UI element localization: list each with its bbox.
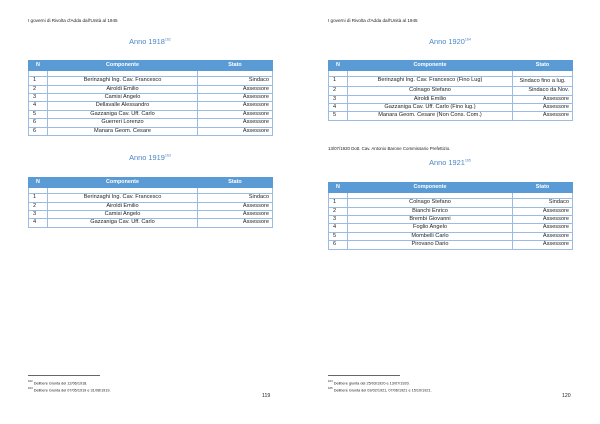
column-header-n: N: [329, 183, 348, 193]
cell-stato: Assessore: [198, 110, 273, 118]
column-header-componente: Componente: [348, 61, 513, 71]
cell-stato: Assessore: [513, 215, 573, 223]
table-row: [329, 95, 573, 103]
cell-componente: Colnago Stefano: [348, 87, 513, 95]
cell-n: 3: [29, 93, 48, 101]
components-table-1920: [328, 60, 573, 121]
cell-n: 3: [329, 215, 348, 223]
table-row: [329, 103, 573, 111]
cell-stato: Sindaco fino a lug.: [513, 77, 573, 87]
column-header-stato: Stato: [198, 61, 273, 71]
cell-componente: Colnago Stefano: [348, 199, 513, 207]
cell-n: 6: [29, 127, 48, 135]
footnote: [28, 386, 111, 392]
cell-stato: Assessore: [513, 103, 573, 111]
column-header-stato: Stato: [513, 183, 573, 193]
column-header-componente: Componente: [48, 178, 198, 188]
table-row: [29, 127, 273, 135]
footnote-text: Delibere Giunta del 07/05/1919 e 31/08/1919.: [33, 388, 111, 393]
cell-stato: Assessore: [198, 85, 273, 93]
cell-stato: Assessore: [513, 241, 573, 249]
cell-n: 2: [329, 87, 348, 95]
cell-stato: Assessore: [198, 93, 273, 101]
section-title-1920: [390, 37, 510, 46]
table-row: [29, 194, 273, 202]
cell-n: 1: [29, 194, 48, 202]
footnote-ref: 162: [164, 37, 171, 42]
footnote-rule: [28, 375, 100, 376]
column-header-componente: Componente: [348, 183, 513, 193]
blank-row: [29, 187, 273, 194]
cell-componente: Airoldi Emilio: [48, 202, 198, 210]
table-row: [329, 207, 573, 215]
table-row: [29, 219, 273, 227]
table-row: [329, 215, 573, 223]
cell-stato: Assessore: [198, 119, 273, 127]
page-number: 120: [562, 393, 571, 399]
section-title-text: Anno 1920: [429, 37, 465, 46]
cell-componente: Airoldi Emilio: [48, 85, 198, 93]
cell-n: 4: [329, 224, 348, 232]
column-header-n: N: [329, 61, 348, 71]
table-row: [329, 224, 573, 232]
cell-stato: Assessore: [513, 224, 573, 232]
table-row: [329, 87, 573, 95]
cell-componente: Camisi Angelo: [48, 210, 198, 218]
table-row: [329, 112, 573, 120]
cell-stato: Assessore: [198, 127, 273, 135]
footnote-text: Delibere giunta del 25/03/1920 e 13/07/1920.: [333, 381, 410, 386]
cell-stato: Assessore: [198, 219, 273, 227]
cell-n: 5: [329, 112, 348, 120]
cell-n: 4: [329, 103, 348, 111]
table-header-row: [29, 61, 273, 71]
cell-n: 2: [29, 85, 48, 93]
table-header-row: [329, 183, 573, 193]
cell-componente: Bianchi Enrico: [348, 207, 513, 215]
right-page: [300, 0, 600, 424]
section-title-text: Anno 1918: [129, 37, 165, 46]
cell-componente: Manara Geom. Cesare (Non Cons. Com.): [348, 112, 513, 120]
table-row: [29, 93, 273, 101]
running-header: I governi di Rivolta d'Adda dall'Unità al 1945: [28, 18, 118, 23]
cell-componente: Manara Geom. Cesare: [48, 127, 198, 135]
running-header: I governi di Rivolta d'Adda dall'Unità al 1945: [328, 18, 418, 23]
section-title-1918: [90, 37, 210, 46]
components-table-1921: [328, 182, 573, 250]
cell-stato: Assessore: [513, 232, 573, 240]
table-row: [29, 110, 273, 118]
blank-row: [329, 70, 573, 77]
cell-componente: Foglio Angelo: [348, 224, 513, 232]
cell-componente: Berinzaghi Ing. Cav. Francesco: [48, 77, 198, 85]
footnote: [328, 379, 410, 385]
cell-componente: Camisi Angelo: [48, 93, 198, 101]
table-header-row: [29, 178, 273, 188]
cell-componente: Brembi Giovanni: [348, 215, 513, 223]
footnote-marker: 162: [28, 379, 33, 383]
cell-stato: Sindaco: [198, 194, 273, 202]
table-row: [29, 210, 273, 218]
cell-stato: Sindaco da Nov.: [513, 87, 573, 95]
section-title-text: Anno 1921: [429, 158, 465, 167]
cell-n: 6: [29, 119, 48, 127]
table-row: [329, 199, 573, 207]
cell-n: 6: [329, 241, 348, 249]
cell-componente: Gazzaniga Cav. Uff. Carlo: [48, 110, 198, 118]
cell-stato: Assessore: [513, 207, 573, 215]
column-header-n: N: [29, 178, 48, 188]
table-row: [329, 232, 573, 240]
cell-stato: Assessore: [198, 202, 273, 210]
column-header-componente: Componente: [48, 61, 198, 71]
footnote: [28, 379, 87, 385]
cell-componente: Dellavalle Alessandro: [48, 102, 198, 110]
footnote-text: Delibere Giunta del 12/06/1918.: [33, 381, 88, 386]
cell-componente: Mombelli Carlo: [348, 232, 513, 240]
footnote-rule: [328, 375, 400, 376]
cell-n: 1: [329, 199, 348, 207]
cell-n: 3: [329, 95, 348, 103]
cell-componente: Berinzaghi Ing. Cav. Francesco (Fino Lug): [348, 77, 513, 87]
cell-componente: Gazzaniga Cav. Uff. Carlo: [48, 219, 198, 227]
cell-componente: Gazzaniga Cav. Uff. Carlo (Fino lug.): [348, 103, 513, 111]
cell-stato: Assessore: [198, 210, 273, 218]
table-row: [29, 102, 273, 110]
cell-stato: Sindaco: [198, 77, 273, 85]
section-title-text: Anno 1919: [129, 153, 165, 162]
page-number: 119: [262, 393, 271, 399]
cell-componente: Airoldi Emilio: [348, 95, 513, 103]
cell-stato: Sindaco: [513, 199, 573, 207]
cell-n: 2: [29, 202, 48, 210]
footnote: [328, 386, 432, 392]
cell-stato: Assessore: [513, 112, 573, 120]
cell-n: 5: [329, 232, 348, 240]
blank-row: [329, 192, 573, 199]
column-header-stato: Stato: [198, 178, 273, 188]
commissario-note: 13/07/1920 Dott. Cav. Antonio Barone Commissario Prefettizio.: [328, 146, 451, 151]
section-title-1919: [90, 153, 210, 162]
cell-n: 3: [29, 210, 48, 218]
table-row: [329, 77, 573, 87]
footnote-ref: 163: [164, 153, 171, 158]
column-header-stato: Stato: [513, 61, 573, 71]
table-row: [29, 202, 273, 210]
section-title-1921: [390, 158, 510, 167]
table-row: [29, 119, 273, 127]
footnote-marker: 165: [328, 386, 333, 390]
footnote-text: Delibere Giunta del 03/02/1921, 07/06/1921 e 15/10/1921.: [333, 388, 432, 393]
footnote-marker: 164: [328, 379, 333, 383]
components-table-1918: [28, 60, 273, 136]
cell-n: 4: [29, 102, 48, 110]
table-row: [329, 241, 573, 249]
cell-n: 5: [29, 110, 48, 118]
cell-n: 1: [29, 77, 48, 85]
column-header-n: N: [29, 61, 48, 71]
cell-stato: Assessore: [198, 102, 273, 110]
footnote-ref: 164: [464, 37, 471, 42]
cell-componente: Pirovano Dario: [348, 241, 513, 249]
blank-row: [29, 70, 273, 77]
cell-componente: Berinzaghi Ing. Cav. Francesco: [48, 194, 198, 202]
table-row: [29, 77, 273, 85]
cell-n: 1: [329, 77, 348, 87]
cell-n: 4: [29, 219, 48, 227]
cell-stato: Assessore: [513, 95, 573, 103]
cell-n: 2: [329, 207, 348, 215]
table-row: [29, 85, 273, 93]
footnote-ref: 165: [464, 158, 471, 163]
table-header-row: [329, 61, 573, 71]
cell-componente: Guerreri Lorenzo: [48, 119, 198, 127]
footnote-marker: 163: [28, 386, 33, 390]
components-table-1919: [28, 177, 273, 228]
